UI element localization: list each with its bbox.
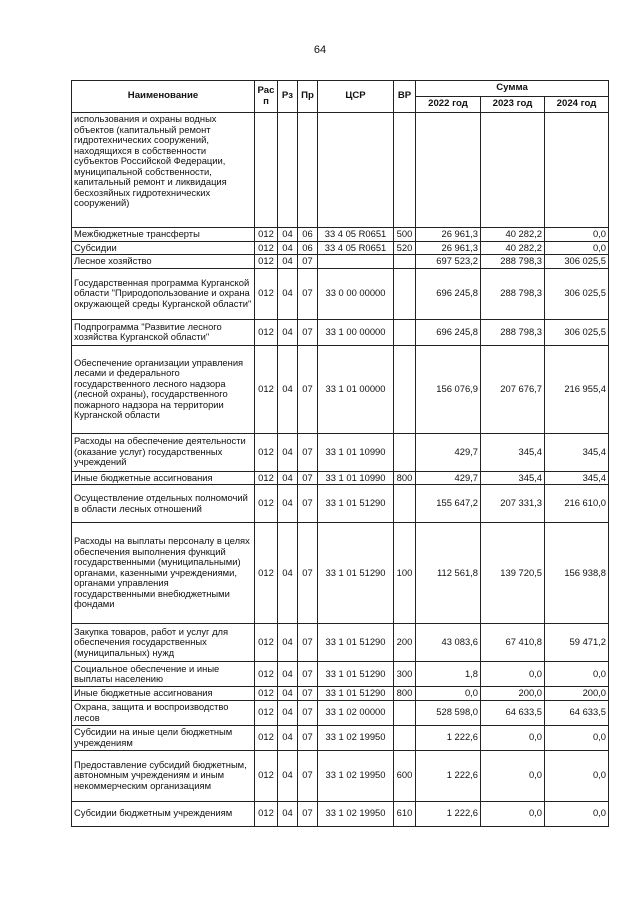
cell-csr bbox=[318, 113, 394, 228]
cell-rz: 04 bbox=[278, 750, 298, 801]
cell-y2024 bbox=[545, 113, 609, 228]
cell-y2022: 155 647,2 bbox=[416, 485, 481, 523]
cell-rz: 04 bbox=[278, 268, 298, 319]
cell-vr: 610 bbox=[394, 801, 416, 826]
cell-rasp: 012 bbox=[255, 624, 278, 662]
cell-y2023: 0,0 bbox=[481, 662, 545, 687]
cell-y2024: 216 610,0 bbox=[545, 485, 609, 523]
cell-y2022: 156 076,9 bbox=[416, 345, 481, 433]
table-row bbox=[72, 433, 609, 471]
cell-rasp: 012 bbox=[255, 801, 278, 826]
cell-name: Расходы на выплаты персоналу в целях обеспечения выполнения функций государственными (муниципальными) органами, казенными учреждениями, органами управления государственными внебюджетными фондами bbox=[72, 523, 255, 624]
cell-csr: 33 4 05 R0651 bbox=[318, 228, 394, 242]
cell-pr: 07 bbox=[298, 662, 318, 687]
cell-csr: 33 1 01 51290 bbox=[318, 485, 394, 523]
cell-csr: 33 1 02 00000 bbox=[318, 700, 394, 725]
cell-name: Государственная программа Курганской области "Природопользование и охрана окружающей среды Курганской области" bbox=[72, 268, 255, 319]
cell-pr: 07 bbox=[298, 268, 318, 319]
cell-rasp bbox=[255, 113, 278, 228]
cell-name: Иные бюджетные ассигнования bbox=[72, 471, 255, 485]
cell-name: Межбюджетные трансферты bbox=[72, 228, 255, 242]
cell-rasp: 012 bbox=[255, 725, 278, 750]
cell-name: Субсидии бюджетным учреждениям bbox=[72, 801, 255, 826]
cell-y2022: 1 222,6 bbox=[416, 801, 481, 826]
cell-rasp: 012 bbox=[255, 471, 278, 485]
cell-pr: 07 bbox=[298, 255, 318, 269]
cell-y2022: 1 222,6 bbox=[416, 725, 481, 750]
cell-vr bbox=[394, 113, 416, 228]
cell-y2022: 112 561,8 bbox=[416, 523, 481, 624]
cell-y2024: 0,0 bbox=[545, 662, 609, 687]
header-year-2024: 2024 год bbox=[545, 97, 609, 113]
cell-pr: 07 bbox=[298, 319, 318, 345]
cell-y2024: 0,0 bbox=[545, 725, 609, 750]
cell-pr: 07 bbox=[298, 687, 318, 701]
cell-name: Социальное обеспечение и иные выплаты населению bbox=[72, 662, 255, 687]
cell-y2024: 345,4 bbox=[545, 471, 609, 485]
cell-vr: 800 bbox=[394, 687, 416, 701]
cell-rasp: 012 bbox=[255, 345, 278, 433]
budget-table bbox=[71, 80, 609, 827]
cell-csr: 33 4 05 R0651 bbox=[318, 241, 394, 255]
cell-vr: 500 bbox=[394, 228, 416, 242]
table-row bbox=[72, 725, 609, 750]
cell-csr: 33 1 01 51290 bbox=[318, 687, 394, 701]
table-row bbox=[72, 687, 609, 701]
cell-vr bbox=[394, 268, 416, 319]
cell-csr: 33 1 01 51290 bbox=[318, 662, 394, 687]
cell-vr: 300 bbox=[394, 662, 416, 687]
cell-pr: 06 bbox=[298, 241, 318, 255]
cell-pr bbox=[298, 113, 318, 228]
cell-vr bbox=[394, 319, 416, 345]
cell-vr: 600 bbox=[394, 750, 416, 801]
cell-y2024: 59 471,2 bbox=[545, 624, 609, 662]
cell-name: Субсидии на иные цели бюджетным учреждениям bbox=[72, 725, 255, 750]
cell-csr: 33 0 00 00000 bbox=[318, 268, 394, 319]
cell-y2023: 0,0 bbox=[481, 801, 545, 826]
cell-y2022: 43 083,6 bbox=[416, 624, 481, 662]
cell-name: Закупка товаров, работ и услуг для обеспечения государственных (муниципальных) нужд bbox=[72, 624, 255, 662]
table-row bbox=[72, 485, 609, 523]
cell-y2023: 288 798,3 bbox=[481, 319, 545, 345]
cell-y2023: 0,0 bbox=[481, 725, 545, 750]
cell-rz: 04 bbox=[278, 345, 298, 433]
table-row bbox=[72, 750, 609, 801]
cell-csr: 33 1 00 00000 bbox=[318, 319, 394, 345]
cell-csr: 33 1 01 10990 bbox=[318, 433, 394, 471]
table-row bbox=[72, 700, 609, 725]
cell-y2024: 156 938,8 bbox=[545, 523, 609, 624]
cell-name: Лесное хозяйство bbox=[72, 255, 255, 269]
cell-y2022: 696 245,8 bbox=[416, 268, 481, 319]
cell-y2024: 306 025,5 bbox=[545, 319, 609, 345]
cell-y2022: 1 222,6 bbox=[416, 750, 481, 801]
cell-rz: 04 bbox=[278, 471, 298, 485]
cell-pr: 06 bbox=[298, 228, 318, 242]
cell-y2022: 429,7 bbox=[416, 433, 481, 471]
cell-vr: 200 bbox=[394, 624, 416, 662]
table-row bbox=[72, 268, 609, 319]
header-pr: Пр bbox=[298, 81, 318, 113]
cell-csr: 33 1 02 19950 bbox=[318, 750, 394, 801]
cell-name: Предоставление субсидий бюджетным, автономным учреждениям и иным некоммерческим организациям bbox=[72, 750, 255, 801]
cell-csr: 33 1 01 10990 bbox=[318, 471, 394, 485]
cell-y2024: 0,0 bbox=[545, 750, 609, 801]
cell-name: Осуществление отдельных полномочий в области лесных отношений bbox=[72, 485, 255, 523]
cell-y2023: 40 282,2 bbox=[481, 241, 545, 255]
cell-y2024: 0,0 bbox=[545, 241, 609, 255]
cell-csr: 33 1 01 51290 bbox=[318, 624, 394, 662]
table-row bbox=[72, 345, 609, 433]
cell-name: Иные бюджетные ассигнования bbox=[72, 687, 255, 701]
cell-name: Охрана, защита и воспроизводство лесов bbox=[72, 700, 255, 725]
cell-rasp: 012 bbox=[255, 523, 278, 624]
cell-rasp: 012 bbox=[255, 662, 278, 687]
table-body bbox=[72, 113, 609, 827]
cell-y2022: 697 523,2 bbox=[416, 255, 481, 269]
header-name: Наименование bbox=[72, 81, 255, 113]
cell-rz: 04 bbox=[278, 687, 298, 701]
cell-y2024: 345,4 bbox=[545, 433, 609, 471]
header-vr: ВР bbox=[394, 81, 416, 113]
page-number: 64 bbox=[313, 44, 327, 56]
cell-name: Субсидии bbox=[72, 241, 255, 255]
cell-rz: 04 bbox=[278, 725, 298, 750]
cell-y2023: 288 798,3 bbox=[481, 268, 545, 319]
cell-pr: 07 bbox=[298, 750, 318, 801]
header-rasp: Рас п bbox=[255, 81, 278, 113]
cell-vr bbox=[394, 255, 416, 269]
cell-y2024: 0,0 bbox=[545, 228, 609, 242]
cell-y2022: 26 961,3 bbox=[416, 228, 481, 242]
cell-rz: 04 bbox=[278, 319, 298, 345]
cell-pr: 07 bbox=[298, 801, 318, 826]
header-csr: ЦСР bbox=[318, 81, 394, 113]
cell-rasp: 012 bbox=[255, 255, 278, 269]
cell-vr bbox=[394, 485, 416, 523]
cell-rz: 04 bbox=[278, 228, 298, 242]
cell-y2022: 0,0 bbox=[416, 687, 481, 701]
cell-y2022 bbox=[416, 113, 481, 228]
table-row bbox=[72, 523, 609, 624]
cell-y2024: 216 955,4 bbox=[545, 345, 609, 433]
cell-y2023: 200,0 bbox=[481, 687, 545, 701]
cell-pr: 07 bbox=[298, 433, 318, 471]
cell-y2023: 40 282,2 bbox=[481, 228, 545, 242]
cell-y2024: 306 025,5 bbox=[545, 255, 609, 269]
header-year-2023: 2023 год bbox=[481, 97, 545, 113]
cell-csr: 33 1 01 00000 bbox=[318, 345, 394, 433]
cell-rz: 04 bbox=[278, 662, 298, 687]
table-row bbox=[72, 662, 609, 687]
cell-rz: 04 bbox=[278, 624, 298, 662]
cell-rasp: 012 bbox=[255, 241, 278, 255]
cell-y2022: 1,8 bbox=[416, 662, 481, 687]
cell-rasp: 012 bbox=[255, 485, 278, 523]
table-row bbox=[72, 255, 609, 269]
cell-pr: 07 bbox=[298, 485, 318, 523]
cell-y2023: 207 331,3 bbox=[481, 485, 545, 523]
table-row bbox=[72, 801, 609, 826]
cell-rz: 04 bbox=[278, 433, 298, 471]
cell-y2023: 288 798,3 bbox=[481, 255, 545, 269]
cell-csr: 33 1 02 19950 bbox=[318, 725, 394, 750]
cell-pr: 07 bbox=[298, 725, 318, 750]
cell-y2024: 64 633,5 bbox=[545, 700, 609, 725]
cell-y2024: 0,0 bbox=[545, 801, 609, 826]
cell-y2022: 528 598,0 bbox=[416, 700, 481, 725]
header-row bbox=[72, 81, 609, 97]
table-row bbox=[72, 241, 609, 255]
cell-vr: 100 bbox=[394, 523, 416, 624]
cell-rasp: 012 bbox=[255, 268, 278, 319]
cell-csr: 33 1 02 19950 bbox=[318, 801, 394, 826]
cell-y2023: 345,4 bbox=[481, 433, 545, 471]
cell-rasp: 012 bbox=[255, 433, 278, 471]
cell-vr: 520 bbox=[394, 241, 416, 255]
cell-y2023: 0,0 bbox=[481, 750, 545, 801]
header-sum: Сумма bbox=[416, 81, 609, 97]
cell-rasp: 012 bbox=[255, 319, 278, 345]
cell-y2023: 64 633,5 bbox=[481, 700, 545, 725]
cell-rz: 04 bbox=[278, 523, 298, 624]
cell-rz: 04 bbox=[278, 801, 298, 826]
cell-rz bbox=[278, 113, 298, 228]
cell-y2023 bbox=[481, 113, 545, 228]
table-row bbox=[72, 228, 609, 242]
header-year-2022: 2022 год bbox=[416, 97, 481, 113]
cell-y2023: 139 720,5 bbox=[481, 523, 545, 624]
cell-rz: 04 bbox=[278, 255, 298, 269]
cell-y2023: 345,4 bbox=[481, 471, 545, 485]
cell-rasp: 012 bbox=[255, 750, 278, 801]
cell-pr: 07 bbox=[298, 523, 318, 624]
cell-vr bbox=[394, 345, 416, 433]
cell-name: Подпрограмма "Развитие лесного хозяйства Курганской области" bbox=[72, 319, 255, 345]
cell-y2023: 207 676,7 bbox=[481, 345, 545, 433]
cell-vr bbox=[394, 700, 416, 725]
cell-y2022: 26 961,3 bbox=[416, 241, 481, 255]
cell-y2023: 67 410,8 bbox=[481, 624, 545, 662]
cell-y2022: 429,7 bbox=[416, 471, 481, 485]
table-row bbox=[72, 113, 609, 228]
cell-pr: 07 bbox=[298, 345, 318, 433]
cell-y2022: 696 245,8 bbox=[416, 319, 481, 345]
header-rz: Рз bbox=[278, 81, 298, 113]
cell-pr: 07 bbox=[298, 471, 318, 485]
cell-name: Обеспечение организации управления лесами и федерального государственного лесного надзора (лесной охраны), государственного пожарного надзора на территории Курганской области bbox=[72, 345, 255, 433]
cell-y2024: 200,0 bbox=[545, 687, 609, 701]
cell-vr bbox=[394, 725, 416, 750]
cell-y2024: 306 025,5 bbox=[545, 268, 609, 319]
cell-rasp: 012 bbox=[255, 228, 278, 242]
cell-rasp: 012 bbox=[255, 687, 278, 701]
cell-pr: 07 bbox=[298, 624, 318, 662]
cell-name: использования и охраны водных объектов (капитальный ремонт гидротехнических сооружений, находящихся в собственности субъектов Российской Федерации, муниципальной собственности, капитальный ремонт и ликвидация бесхозяйных гидротехнических сооружений) bbox=[72, 113, 255, 228]
cell-csr: 33 1 01 51290 bbox=[318, 523, 394, 624]
cell-rz: 04 bbox=[278, 700, 298, 725]
table-row bbox=[72, 471, 609, 485]
cell-name: Расходы на обеспечение деятельности (оказание услуг) государственных учреждений bbox=[72, 433, 255, 471]
cell-vr: 800 bbox=[394, 471, 416, 485]
cell-rasp: 012 bbox=[255, 700, 278, 725]
cell-rz: 04 bbox=[278, 485, 298, 523]
table-row bbox=[72, 319, 609, 345]
table-row bbox=[72, 624, 609, 662]
cell-pr: 07 bbox=[298, 700, 318, 725]
cell-rz: 04 bbox=[278, 241, 298, 255]
cell-vr bbox=[394, 433, 416, 471]
cell-csr bbox=[318, 255, 394, 269]
